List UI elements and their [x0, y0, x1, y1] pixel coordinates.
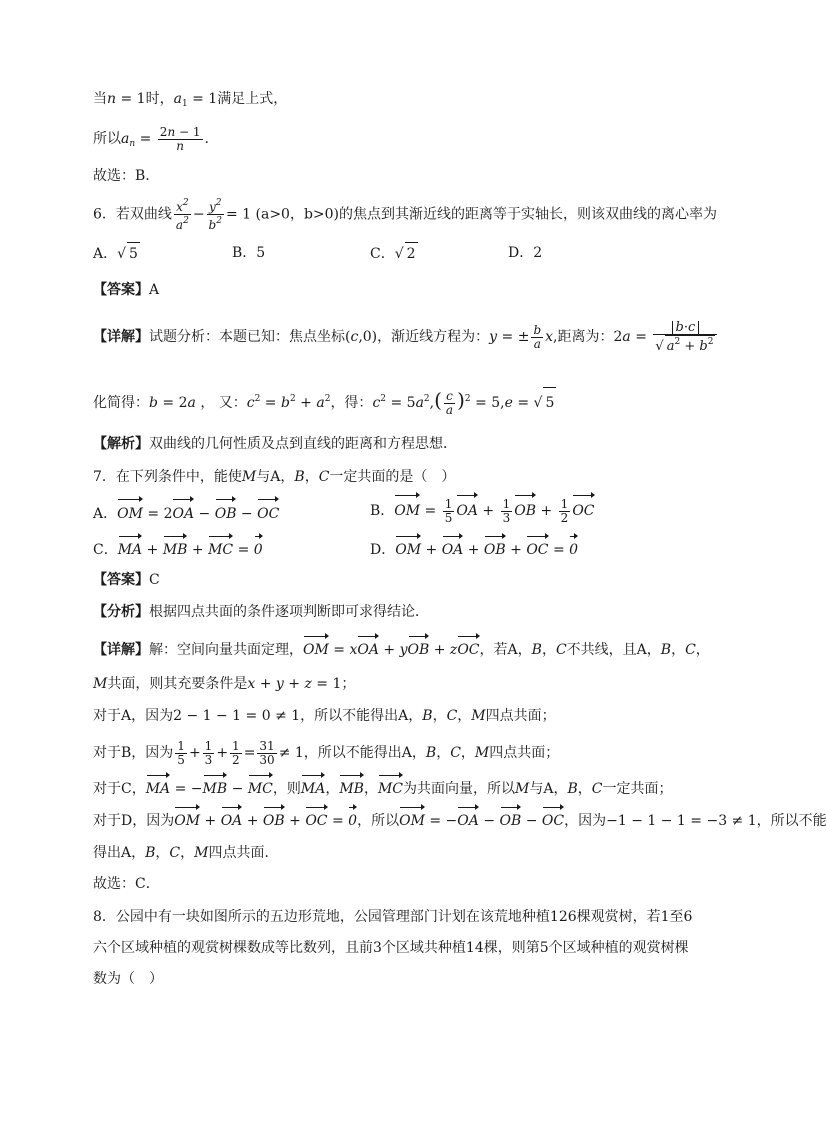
question-8-line-3: 数为（ ）: [93, 971, 163, 987]
q7-choose: 故选：C．: [93, 876, 160, 892]
q7-fenxi: 【分析】根据四点共面的条件逐项判断即可求得结论．: [93, 604, 429, 620]
q6-answer: 【答案】A: [93, 282, 160, 298]
q7-option-d: D．OM + OA + OB + OC = 0: [370, 537, 578, 563]
q7-detail-1: 【详解】解：空间向量共面定理，OM = xOA + yOB + zOC，若A，B，C不共线，且A，B，C，: [93, 637, 704, 663]
q6-option-a: A．√ 5: [93, 242, 140, 265]
q7-option-a: A．OM = 2OA − OB − OC: [93, 500, 279, 528]
q7-detail-c: 对于C，MA = −MB − MC，则MA，MB，MC为共面向量，所以M与A，B，C一定共面；: [93, 776, 704, 802]
text-line-n-equals-1: 当n = 1时，$a_1 = 1$满足上式，: [93, 91, 288, 109]
q7-option-b: B．OM = $\frac{1}{5}$ OA + $\frac{1}{3}$ OB + $\frac{1}{2}$ OC: [370, 496, 595, 525]
q6-option-d: D．2: [508, 245, 543, 261]
question-8-line-2: 六个区域种植的观赏树棵数成等比数列，且前3个区域共种植14棵，则第5个区域种植的观赏树棵: [93, 940, 689, 956]
q7-detail-d-1: 对于D，因为OM + OA + OB + OC = 0，所以OM = −OA − OB − OC，因为−1 − 1 − 1 = −3 ≠ 1，所以不能: [93, 808, 704, 834]
q6-simplify: 化简得：b = 2a ， 又：$c^2 = b^2 + a^2$，得：$c^2 = 5a^2$,( $\frac{c}{a}$ )$^2$ = 5,e = √ 5: [93, 388, 555, 417]
q7-answer: 【答案】C: [93, 572, 160, 588]
q7-option-c: C．MA + MB + MC = 0: [93, 537, 263, 563]
question-8-line-1: 8．公园中有一块如图所示的五边形荒地，公园管理部门计划在该荒地种植126棵观赏树，若1至6: [93, 909, 693, 925]
q6-analysis: 【解析】双曲线的几何性质及点到直线的距离和方程思想．: [93, 436, 457, 452]
question-6-stem: 6．若双曲线 $\frac{x^2}{a^2}$ − $\frac{y^2}{b^2}$ = 1 (a>0，b>0)的焦点到其渐近线的距离等于实轴长，则该双曲线的离心率为: [93, 198, 718, 232]
text-line-an-formula: 所以$a_n$ = $\frac{2n - 1}{n}$ .: [93, 124, 209, 153]
q7-detail-a: 对于A，因为2 − 1 − 1 = 0 ≠ 1，所以不能得出A，B，C，M四点共面；: [93, 708, 556, 724]
q6-detail: 【详解】试题分析：本题已知：焦点坐标(c,0)，渐近线方程为：y = ± $\frac{b}{a}$ x,距离为：2a = $\frac{b\cdot c}{√ a^2 + b^2}$: [93, 320, 704, 354]
text-line-choose-b: 故选：B.: [93, 168, 150, 184]
q7-detail-d-2: 得出A，B，C，M四点共面．: [93, 845, 279, 861]
q7-detail-2: M共面，则其充要条件是x + y + z = 1；: [93, 676, 356, 692]
q7-detail-b: 对于B，因为 $\frac{1}{5}$ + $\frac{1}{3}$ + $\frac{1}{2}$ = $\frac{31}{30}$ ≠ 1，所以不能得出A，B，C，M四点共面；: [93, 738, 560, 767]
question-7-stem: 7．在下列条件中，能使M与A，B，C一定共面的是（ ）: [93, 469, 456, 485]
q6-option-c: C．√ 2: [370, 242, 418, 265]
q6-option-b: B．5: [232, 245, 266, 261]
